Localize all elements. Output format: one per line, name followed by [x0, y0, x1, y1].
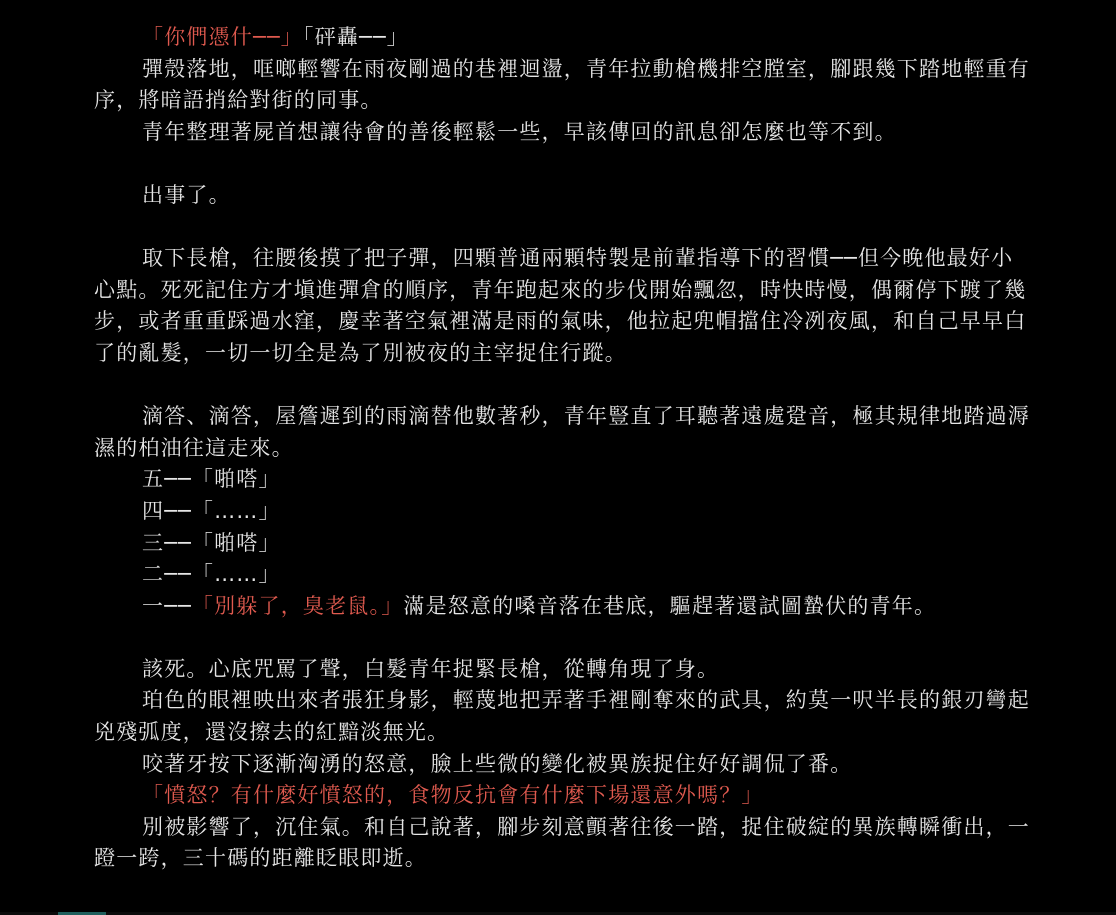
paragraph [94, 180, 1034, 212]
paragraph [94, 54, 1034, 117]
narration-text: 出事了。 [142, 182, 231, 207]
narration-text: 取下長槍，往腰後摸了把子彈，四顆普通兩顆特製是前輩指導下的習慣──但今晚他最好小心點。死死記住方才塡進彈倉的順序，青年跑起來的步伐開始飄忽，時快時慢，偶爾停下踱了幾步，或者重重踩過水窪，慶幸著空氣裡滿是雨的氣味，他拉起兜帽擋住冷冽夜風，和自己早早白了的亂髮，一切一切全是為了別被夜的主宰捉住行蹤。 [94, 246, 1027, 365]
paragraph [94, 464, 1034, 496]
paragraph [94, 243, 1034, 369]
paragraph [94, 22, 1034, 54]
narration-text: 滴答、滴答，屋簷遲到的雨滴替他數著秒，青年豎直了耳聽著遠處跫音，極其規律地踏過溽濕的柏油往這走來。 [94, 404, 1030, 460]
dialogue-text: 「憤怒？有什麼好憤怒的，食物反抗會有什麼下場還意外嗎？」 [142, 783, 764, 808]
paragraph [94, 496, 1034, 528]
paragraph [94, 528, 1034, 560]
narration-text: 別被影響了，沉住氣。和自己說著，腳步刻意顫著往後一踏，捉住破綻的異族轉瞬衝出，一蹬一跨，三十碼的距離眨眼即逝。 [94, 814, 1030, 871]
narration-text: 五──「啪嗒」 [142, 467, 281, 492]
narration-text: 一── [142, 593, 192, 618]
paragraph [94, 591, 1034, 623]
blank-line [94, 370, 1034, 402]
paragraph [94, 654, 1034, 686]
blank-line [94, 148, 1034, 180]
narration-text: 咬著牙按下逐漸洶湧的怒意，臉上些微的變化被異族捉住好好調侃了番。 [142, 751, 853, 776]
paragraph [94, 401, 1034, 464]
narration-text: 彈殼落地，哐啷輕響在雨夜剛過的巷裡迴盪，青年拉動槍機排空膛室，腳跟幾下踏地輕重有序，將暗語捎給對街的同事。 [94, 56, 1030, 113]
narration-text: 二──「……」 [142, 562, 281, 587]
narration-text: 滿是怒意的嗓音落在巷底，驅趕著還試圖蟄伏的青年。 [403, 593, 937, 618]
paragraph [94, 559, 1034, 591]
dialogue-text: 「別躲了，臭老鼠。」 [191, 593, 404, 618]
paragraph [94, 117, 1034, 149]
narration-text: 三──「啪嗒」 [142, 530, 281, 555]
blank-line [94, 212, 1034, 244]
dialogue-text: 「你們憑什──」 [142, 25, 303, 49]
narration-text: 珀色的眼裡映出來者張狂身影，輕蔑地把弄著手裡剛奪來的武具，約莫一呎半長的銀刃彎起兇殘弧度，還沒擦去的紅黯淡無光。 [94, 688, 1030, 745]
narration-text: 該死。心底咒罵了聲，白髮青年捉緊長槍，從轉角現了身。 [142, 656, 720, 681]
narration-text: 青年整理著屍首想讓待會的善後輕鬆一些，早該傳回的訊息卻怎麼也等不到。 [142, 119, 897, 144]
narration-text: 「砰轟──」 [302, 25, 409, 49]
paragraph [94, 812, 1034, 875]
blank-line [94, 622, 1034, 654]
paragraph [94, 685, 1034, 748]
narration-text: 四──「……」 [142, 498, 281, 523]
paragraph [94, 780, 1034, 812]
document-body [94, 22, 1034, 875]
paragraph [94, 749, 1034, 781]
